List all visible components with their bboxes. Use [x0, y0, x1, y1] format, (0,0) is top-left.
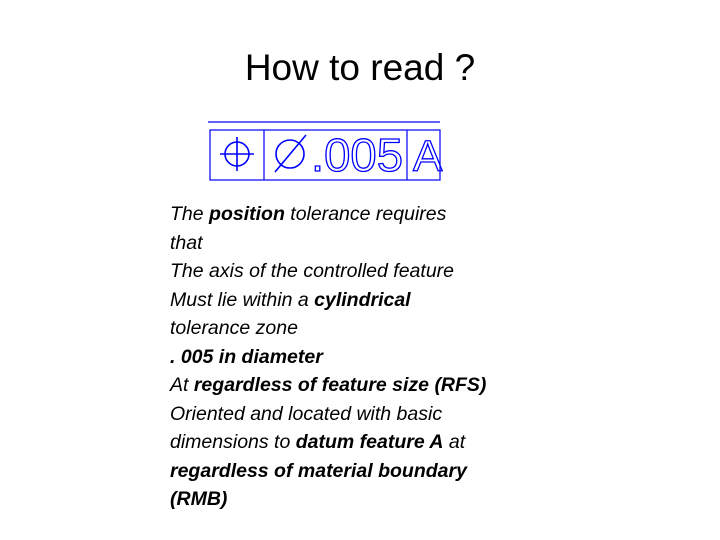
feature-control-frame [208, 120, 444, 182]
text-line: Oriented and located with basic [170, 402, 443, 425]
text-line: Must lie within a cylindrical [170, 288, 411, 311]
diameter-symbol-icon [275, 135, 306, 172]
text-line: (RMB) [170, 488, 228, 510]
datum-reference: A [413, 132, 443, 181]
position-symbol-icon [220, 137, 254, 171]
explanation-text [170, 200, 530, 514]
text-line: dimensions to datum feature A at [170, 431, 466, 453]
text-line: . 005 in diameter [170, 345, 323, 368]
slide-title: How to read ? [244, 47, 476, 88]
text-line: tolerance zone [170, 317, 298, 339]
text-line: The position tolerance requires [170, 203, 447, 225]
tolerance-value: .005 [311, 129, 403, 181]
text-line: that [170, 231, 203, 254]
text-line: At regardless of feature size (RFS) [170, 374, 487, 396]
text-line: regardless of material boundary [170, 459, 467, 482]
text-line: The axis of the controlled feature [170, 260, 454, 282]
